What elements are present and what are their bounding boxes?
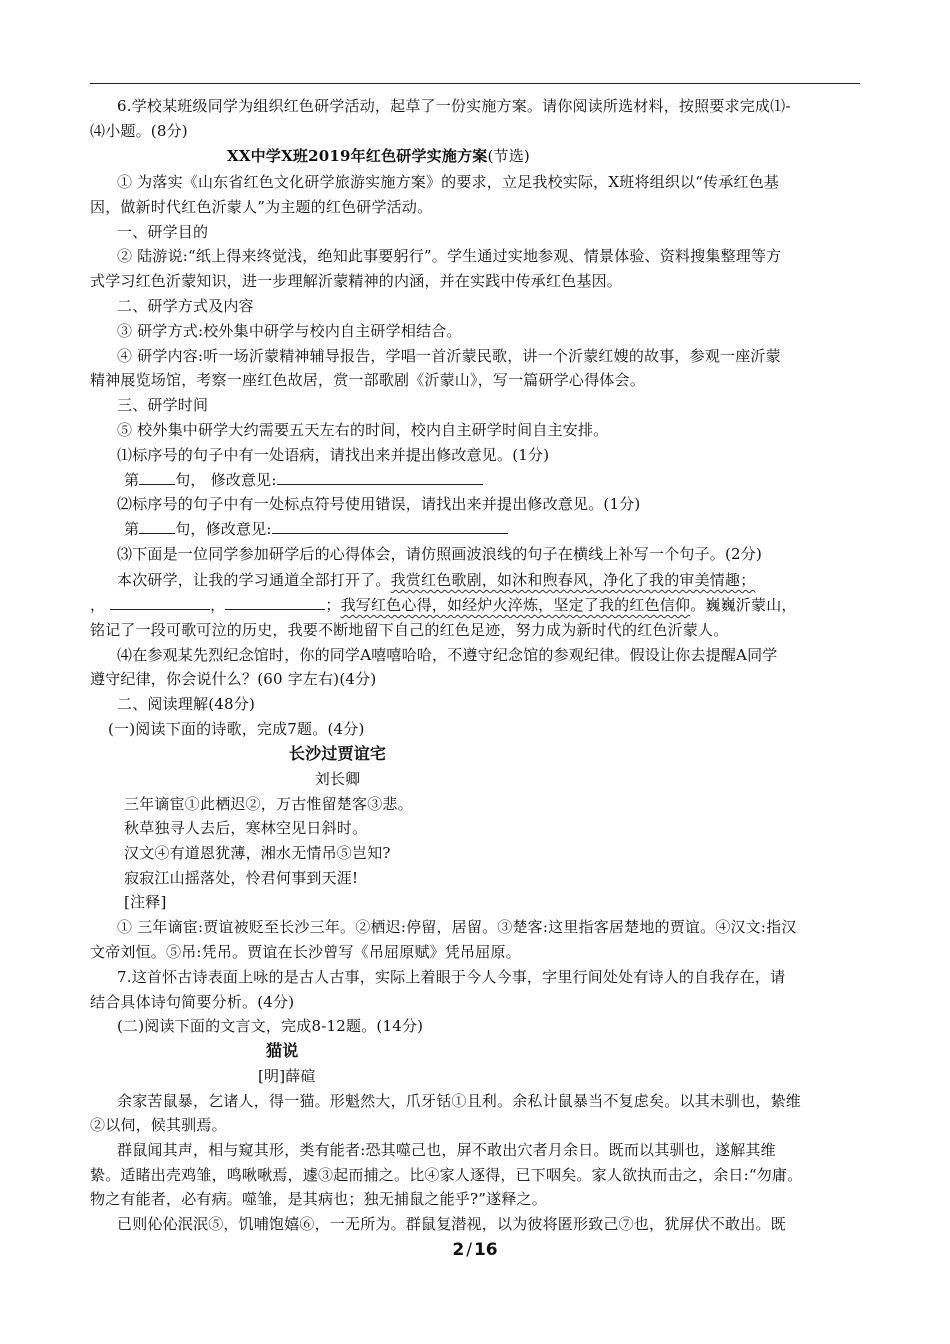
fill-blank-2[interactable] (225, 595, 325, 610)
plan-title-note: (节选) (487, 147, 530, 165)
answer-2-revision-blank[interactable] (272, 519, 508, 534)
subquestion-4b: 遵守纪律，你会说什么？(60 字左右)(4分) (90, 670, 377, 688)
poem-line-3: 汉文④有道恩犹薄，湘水无情吊⑤岂知? (124, 844, 391, 862)
header-rule (90, 83, 860, 84)
answer-1-revision-blank[interactable] (277, 470, 483, 485)
essay-line-2 (90, 595, 797, 615)
prose-title: 猫说 (266, 1041, 299, 1060)
plan-para-2b: 式学习红色沂蒙知识，进一步理解沂蒙精神的内涵，并在实践中传承红色基因。 (90, 272, 623, 290)
wavy-sentence-2: 我写红色心得，如经炉火淬炼，坚定了我的红色信仰 (340, 596, 691, 614)
plan-para-3: ③ 研学方式:校外集中研学与校内自主研学相结合。 (117, 322, 462, 340)
fill-blank-1[interactable] (110, 595, 210, 610)
section-1-heading: (一)阅读下面的诗歌，完成7题。(4分) (108, 720, 365, 738)
plan-para-1a: ① 为落实《山东省红色文化研学旅游实施方案》的要求，立足我校实际，X班将组织以“传承红色基 (117, 173, 780, 191)
section-2-heading: (二)阅读下面的文言文，完成8-12题。(14分) (117, 1017, 424, 1035)
answer-line-2 (124, 519, 508, 539)
page-number (0, 1240, 950, 1260)
page-separator: / (466, 1240, 472, 1260)
prose-para-2a: 群鼠闻其声，相与窥其形，类有能者:恐其噬己也，屏不敢出穴者月余日。既而以其驯也，遂解其维 (117, 1141, 776, 1159)
plan-title-main: XX中学X班2019年红色研学实施方案 (227, 147, 488, 165)
plan-heading-1: 一、研学目的 (117, 223, 209, 241)
wavy-sentence-1: 我赏红色歌剧，如沐和煦春风，净化了我的审美情趣； (390, 571, 756, 589)
plan-para-4a: ④ 研学内容:听一场沂蒙精神辅导报告，学唱一首沂蒙民歌，讲一个沂蒙红嫂的故事，参观一座沂蒙 (117, 347, 781, 365)
plan-para-1b: 因，做新时代红色沂蒙人”为主题的红色研学活动。 (90, 198, 433, 216)
essay-line-3: 铭记了一段可歌可泣的历史，我要不断地留下自己的红色足迹，努力成为新时代的红色沂蒙人。 (90, 621, 729, 639)
prose-para-1b: ②以伺，候其驯焉。 (90, 1116, 227, 1134)
poem-line-1: 三年谪宦①此栖迟②，万古惟留楚客③悲。 (124, 795, 413, 813)
plan-heading-2: 二、研学方式及内容 (117, 297, 254, 315)
subquestion-4a: ⑷在参观某先烈纪念馆时，你的同学A嘻嘻哈哈，不遵守纪念馆的参观纪律。假设让你去提醒A同学 (117, 646, 778, 664)
subquestion-3: ⑶下面是一位同学参加研学后的心得体会，请仿照画波浪线的句子在横线上补写一个句子。(2分) (117, 545, 763, 563)
notes-line-2: 文帝刘恒。⑤吊:凭吊。贾谊在长沙曾写《吊屈原赋》凭吊屈原。 (90, 943, 521, 961)
q7-line-2: 结合具体诗句简要分析。(4分) (90, 993, 295, 1011)
poem-author: 刘长卿 (314, 770, 361, 788)
answer-1-prefix: 第 (124, 471, 140, 489)
poem-line-4: 寂寂江山摇落处，怜君何事到天涯! (124, 869, 359, 887)
subquestion-1: ⑴标序号的句子中有一处语病，请找出来并提出修改意见。(1分) (117, 446, 550, 464)
answer-2-sentence-blank[interactable] (139, 519, 175, 534)
prose-para-2b: 絷。适睹出壳鸡雏，鸣啾啾焉，遽③起而捕之。比④家人逐得，已下咽矣。家人欲执而击之，余日:“勿庸。 (90, 1166, 803, 1184)
essay-comma-2: ， (210, 596, 226, 614)
plan-para-5: ⑤ 校外集中研学大约需要五天左右的时间，校内自主研学时间自主安排。 (117, 421, 609, 439)
notes-line-1: ① 三年谪宦:贾谊被贬至长沙三年。②栖迟:停留，居留。③楚客:这里指客居楚地的贾谊。④汉文:指汉 (117, 918, 797, 936)
answer-1-label: 句， 修改意见: (175, 471, 277, 489)
answer-2-prefix: 第 (124, 520, 140, 538)
prose-para-1a: 余家苦鼠暴，乞诸人，得一猫。形魁然大，爪牙铦①且利。余私计鼠暴当不复虑矣。以其未驯也，絷维 (117, 1092, 802, 1110)
essay-line-1 (117, 570, 755, 590)
prose-author: [明]薛碹 (258, 1067, 316, 1085)
q6-intro-line1: 6.学校某班级同学为组织红色研学活动，起草了一份实施方案。请你阅读所选材料，按照要求完成⑴- (117, 97, 791, 115)
answer-1-sentence-blank[interactable] (139, 470, 175, 485)
notes-heading: [注释] (124, 893, 167, 911)
essay-semicolon: ； (325, 596, 341, 614)
plan-para-2a: ② 陆游说:“纸上得来终觉浅，绝知此事要躬行”。学生通过实地参观、情景体验、资料搜集整理等方 (117, 247, 782, 265)
poem-title: 长沙过贾谊宅 (288, 744, 387, 763)
essay-text-b: 。巍巍沂蒙山， (690, 596, 797, 614)
essay-comma-1: ， (90, 596, 106, 614)
prose-para-3: 已则伈伈泯泯⑤，饥哺饱嬉⑥，一无所为。群鼠复潜视，以为彼将匿形致己⑦也，犹屏伏不敢出。既 (117, 1215, 786, 1233)
plan-heading-3: 三、研学时间 (117, 396, 209, 414)
reading-heading: 二、阅读理解(48分) (117, 695, 255, 713)
poem-line-2: 秋草独寻人去后，寒林空见日斜时。 (124, 819, 368, 837)
q6-intro-line2: ⑷小题。(8分) (90, 122, 188, 140)
plan-para-4b: 精神展览场馆，考察一座红色故居，赏一部歌剧《沂蒙山》，写一篇研学心得体会。 (90, 371, 645, 389)
answer-2-label: 句，修改意见: (175, 520, 272, 538)
current-page: 2 (452, 1240, 465, 1260)
total-pages: 16 (473, 1240, 498, 1260)
subquestion-2: ⑵标序号的句子中有一处标点符号使用错误，请找出来并提出修改意见。(1分) (117, 495, 641, 513)
plan-title (227, 146, 530, 166)
essay-text-a: 本次研学，让我的学习通道全部打开了。 (117, 571, 391, 589)
answer-line-1 (124, 470, 483, 490)
q7-line-1: 7.这首怀古诗表面上咏的是古人古事，实际上着眼于今人今事，字里行间处处有诗人的自我存在，请 (117, 968, 786, 986)
prose-para-2c: 物之有能者，必有病。噬雏，是其病也；独无捕鼠之能乎?”遂释之。 (90, 1190, 547, 1208)
